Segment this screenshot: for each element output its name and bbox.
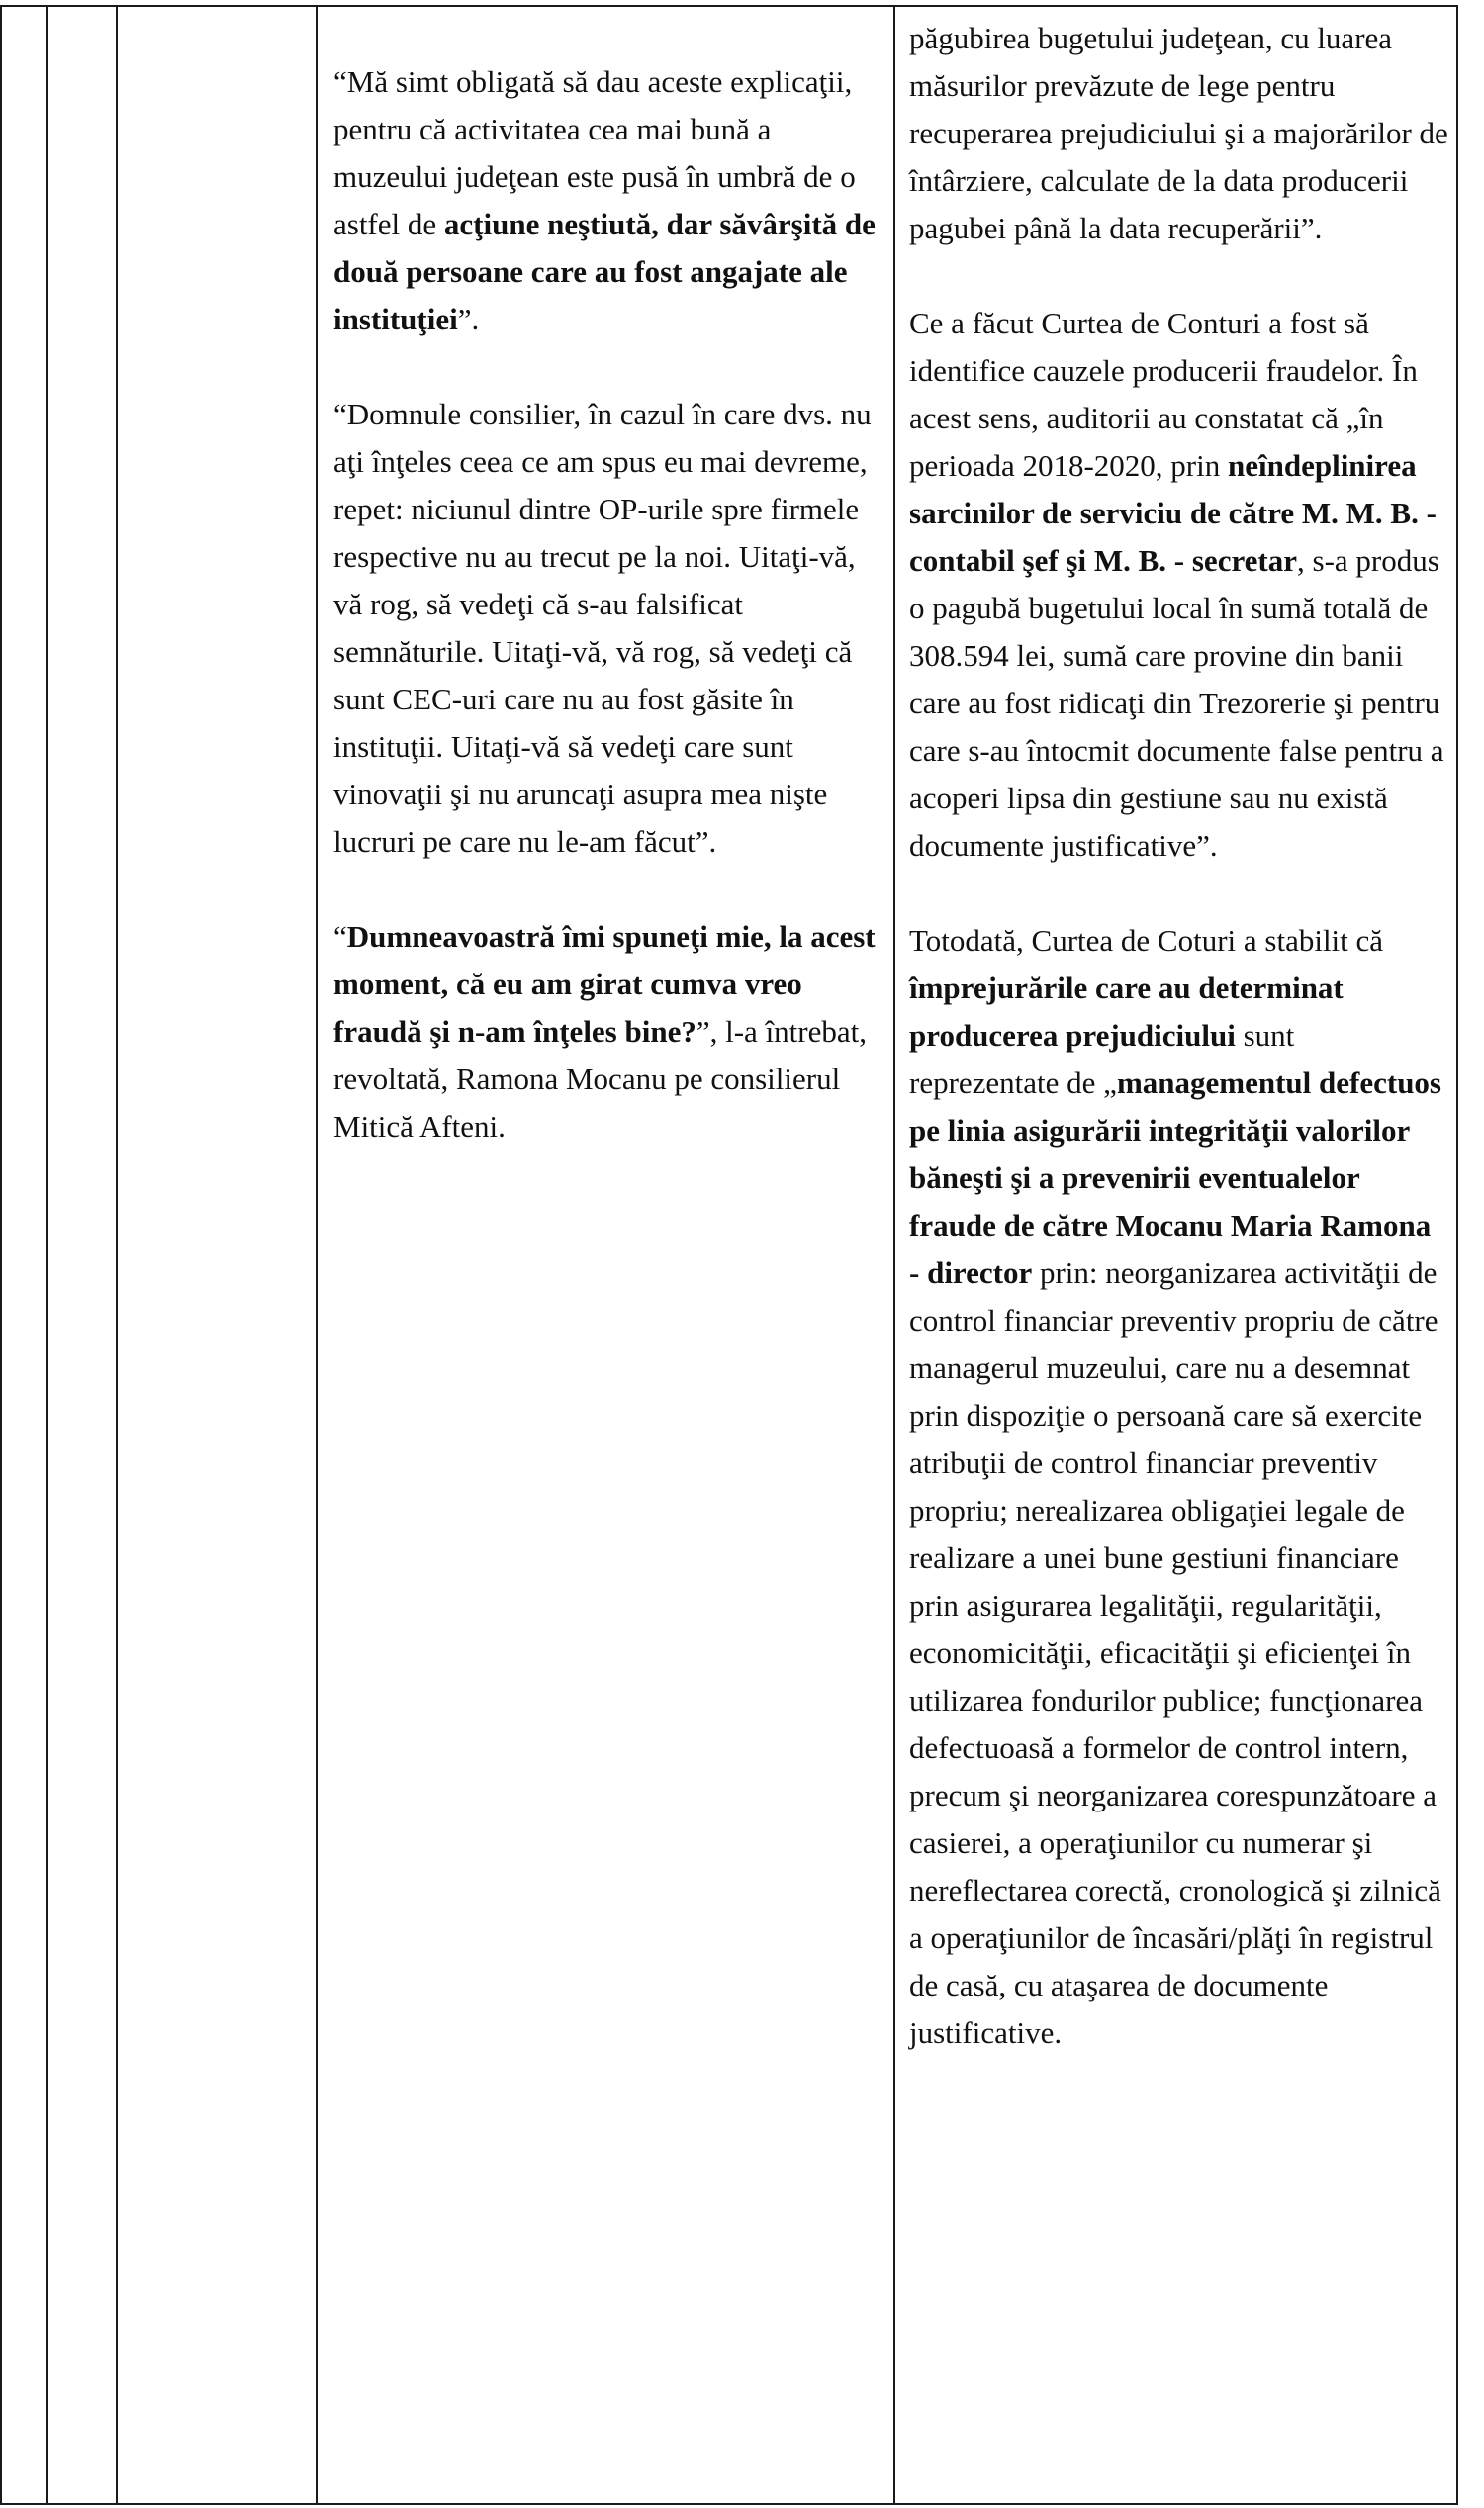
column-divider (116, 7, 118, 2503)
column-divider (46, 7, 48, 2503)
table-row (0, 5, 1458, 2505)
bold-excerpt: Dumneavoastră îmi spuneţi mie, la acest moment, că eu am girat cumva vreo fraudă şi n-am înţeles bine? (333, 919, 876, 1049)
finding-paragraph-1: păgubirea bugetului judeţean, cu luarea măsurilor prevăzute de lege pentru recuperarea prejudiciului şi a majorărilor de întârziere, calculate de la data producerii pagubei până la data recuperării”. (909, 21, 1448, 245)
bold-excerpt: managementul defectuos pe linia asigurării integrităţii valorilor băneşti şi a prevenirii eventualelor fraude de către Mocanu Maria Ramona - director (909, 1066, 1441, 1290)
statements-cell (316, 7, 893, 2503)
audit-findings-cell (893, 7, 1458, 2503)
finding-paragraph-2: Ce a făcut Curtea de Conturi a fost să identifice cauzele producerii fraudelor. În acest sens, auditorii au constatat că „în perioada 2018-2020, prin neîndeplinirea sarcinilor de serviciu de către M. M. B. - contabil şef şi M. B. - secretar, s-a produs o pagubă bugetului local în sumă totală de 308.594 lei, sumă care provine din banii care au fost ridicaţi din Trezorerie şi pentru care s-au întocmit documente false pentru a acoperi lipsa din gestiune sau nu există documente justificative”. (909, 306, 1444, 863)
statement-paragraph-2: “Domnule consilier, în cazul în care dvs. nu aţi înţeles ceea ce am spus eu mai devreme, repet: niciunul dintre OP-urile spre firmele respective nu au trecut pe la noi. Uitaţi-vă, vă rog, să vedeţi că s-au falsificat semnăturile. Uitaţi-vă, vă rog, să vedeţi că sunt CEC-uri care nu au fost găsite în instituţii. Uitaţi-vă să vedeţi care sunt vinovaţii şi nu aruncaţi asupra mea nişte lucruri pe care nu le-am făcut”. (333, 397, 872, 859)
bold-excerpt: împrejurările care au determinat producerea prejudiciului (909, 971, 1344, 1053)
bold-excerpt: acţiune neştiută, dar săvârşită de două persoane care au fost angajate ale instituţiei (333, 207, 876, 336)
bold-excerpt: neîndeplinirea sarcinilor de serviciu de către M. M. B. - contabil şef şi M. B. - secretar (909, 448, 1437, 578)
statement-paragraph-3: “Dumneavoastră îmi spuneţi mie, la acest moment, că eu am girat cumva vreo fraudă şi n-am înţeles bine?”, l-a întrebat, revoltată, Ramona Mocanu pe consilierul Mitică Afteni. (333, 919, 876, 1144)
finding-paragraph-3: Totodată, Curtea de Coturi a stabilit că împrejurările care au determinat producerea prejudiciului sunt reprezentate de „managementul defectuos pe linia asigurării integrităţii valorilor băneşti şi a prevenirii eventualelor fraude de către Mocanu Maria Ramona - director prin: neorganizarea activităţii de control financiar preventiv propriu de către managerul muzeului, care nu a desemnat prin dispoziţie o persoană care să exercite atribuţii de control financiar preventiv propriu; nerealizarea obligaţiei legale de realizare a unei bune gestiuni financiare prin asigurarea legalităţii, regularităţii, economicităţii, eficacităţii şi eficienţei în utilizarea fondurilor publice; funcţionarea defectuoasă a formelor de control intern, precum şi neorganizarea corespunzătoare a casierei, a operaţiunilor cu numerar şi nereflectarea corectă, cronologică şi zilnică a operaţiunilor de încasări/plăţi în registrul de casă, cu ataşarea de documente justificative. (909, 923, 1441, 2050)
statement-paragraph-1: “Mă simt obligată să dau aceste explicaţii, pentru că activitatea cea mai bună a muzeului judeţean este pusă în umbră de o astfel de acţiune neştiută, dar săvârşită de două persoane care au fost angajate ale instituţiei”. (333, 64, 876, 336)
